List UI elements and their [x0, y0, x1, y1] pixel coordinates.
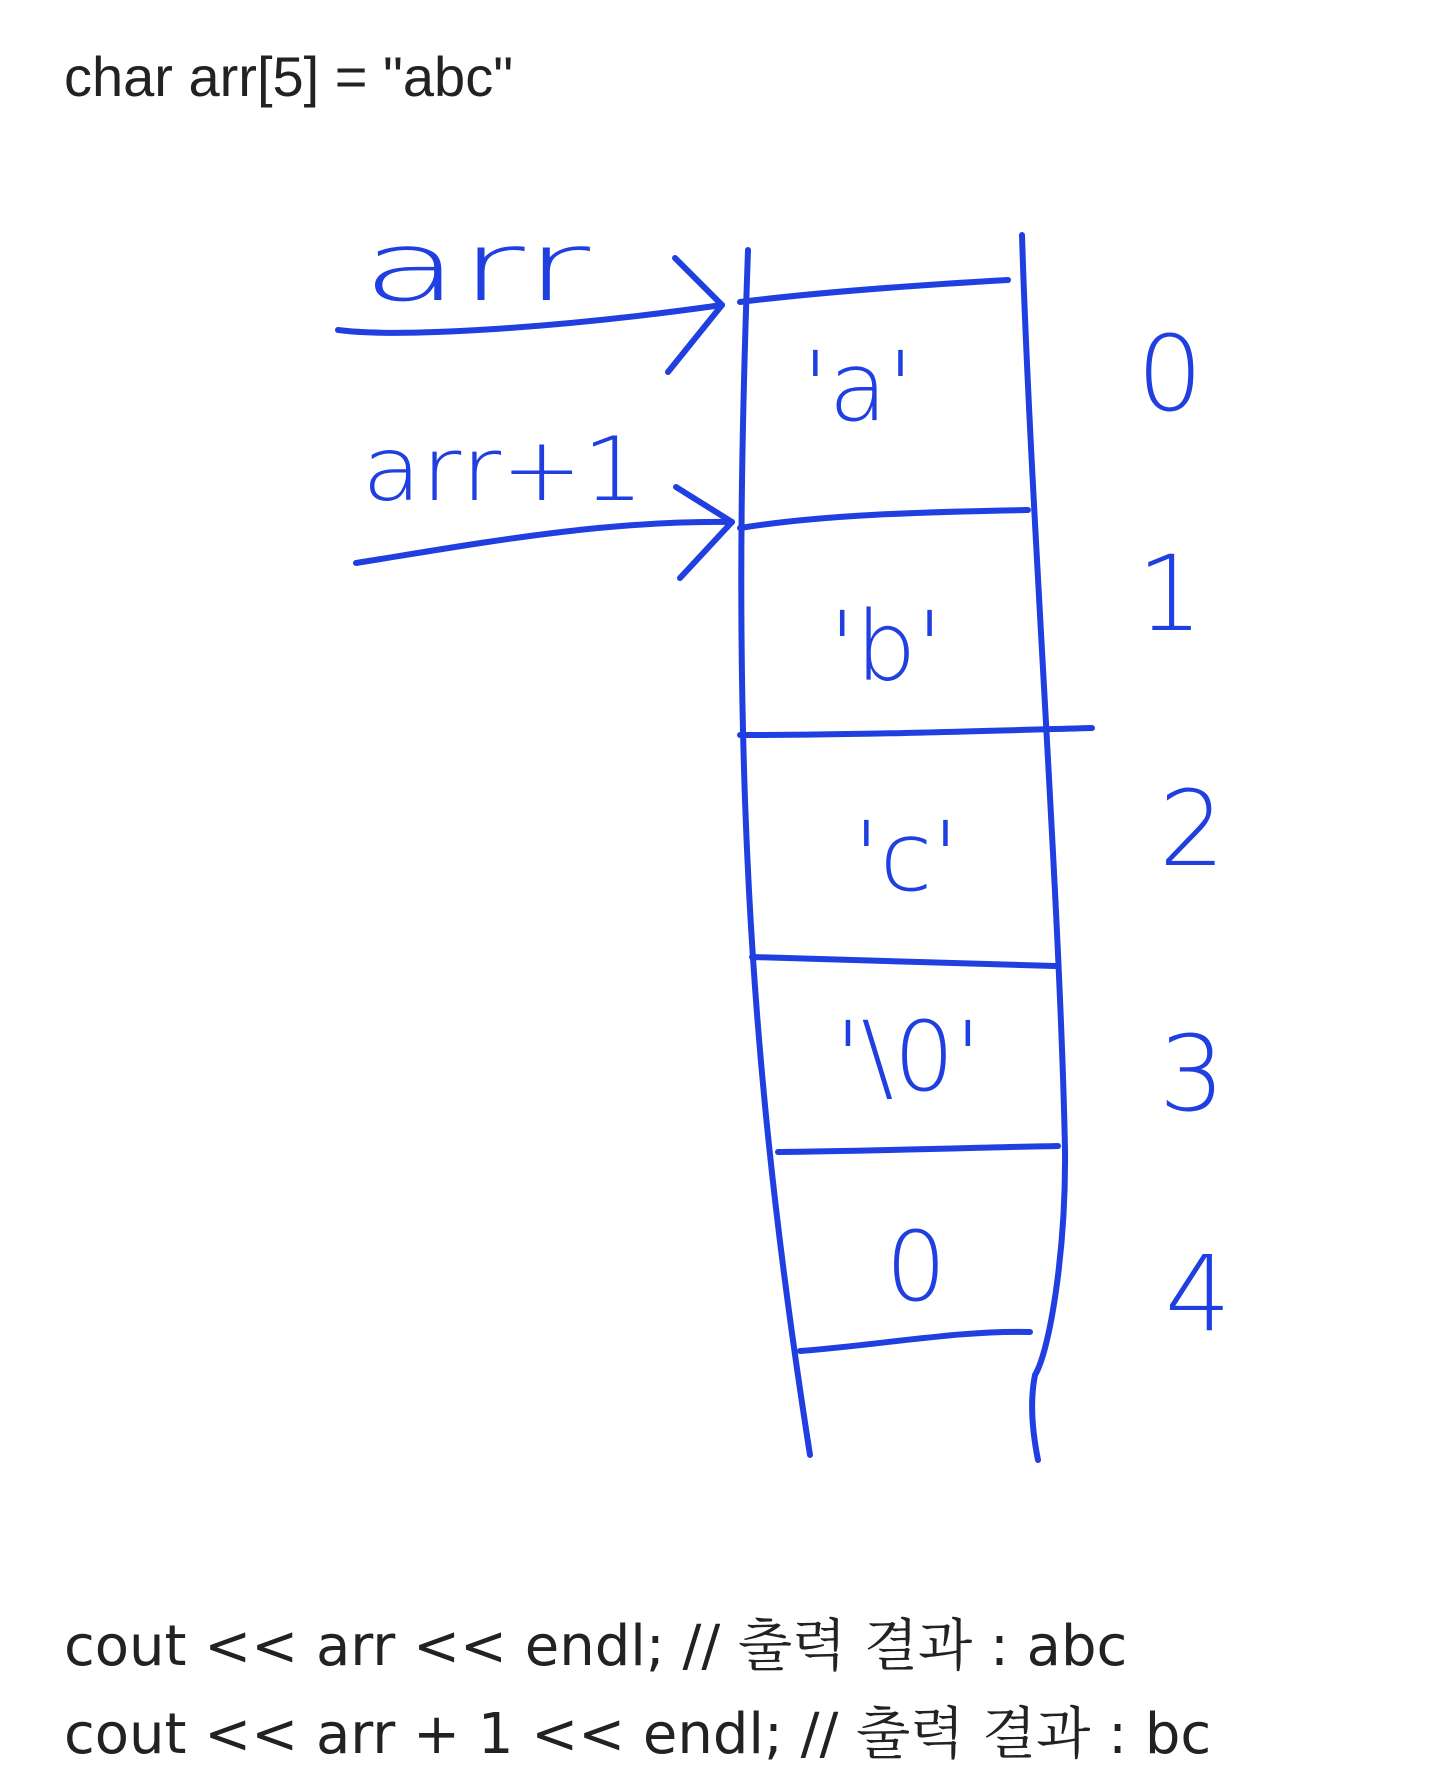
pointer-label-arr: arr: [362, 211, 591, 323]
cell-divider-1: [740, 510, 1028, 528]
cell-value-3: '\0': [834, 1001, 982, 1113]
cell-value-0: 'a': [802, 331, 914, 443]
arr-arrow-head: [668, 258, 722, 372]
declaration-title: char arr[5] = "abc": [64, 45, 514, 108]
cell-index-1: 1: [1136, 533, 1204, 655]
cell-value-2: 'c': [853, 801, 959, 913]
array-right-wall: [1022, 235, 1065, 1460]
code-line-1: cout << arr << endl; // 출력 결과 : abc: [64, 1614, 1128, 1679]
cell-index-2: 2: [1158, 768, 1226, 890]
cell-value-1: 'b': [829, 591, 943, 703]
cell-divider-3: [752, 957, 1055, 966]
arr1-arrow-head: [676, 487, 732, 578]
cell-divider-2: [740, 728, 1092, 735]
cell-value-4: 0: [885, 1211, 947, 1323]
cell-divider-5: [800, 1332, 1030, 1351]
pointer-label-arr-plus-1: arr+1: [362, 418, 644, 521]
code-line-2: cout << arr + 1 << endl; // 출력 결과 : bc: [64, 1702, 1212, 1767]
array-left-wall: [741, 250, 810, 1455]
cell-index-3: 3: [1158, 1013, 1226, 1135]
cell-divider-0: [740, 280, 1008, 302]
arr1-arrow-line: [356, 522, 732, 563]
cell-index-0: 0: [1136, 313, 1204, 435]
cell-index-4: 4: [1164, 1233, 1232, 1355]
cell-divider-4: [778, 1146, 1058, 1152]
